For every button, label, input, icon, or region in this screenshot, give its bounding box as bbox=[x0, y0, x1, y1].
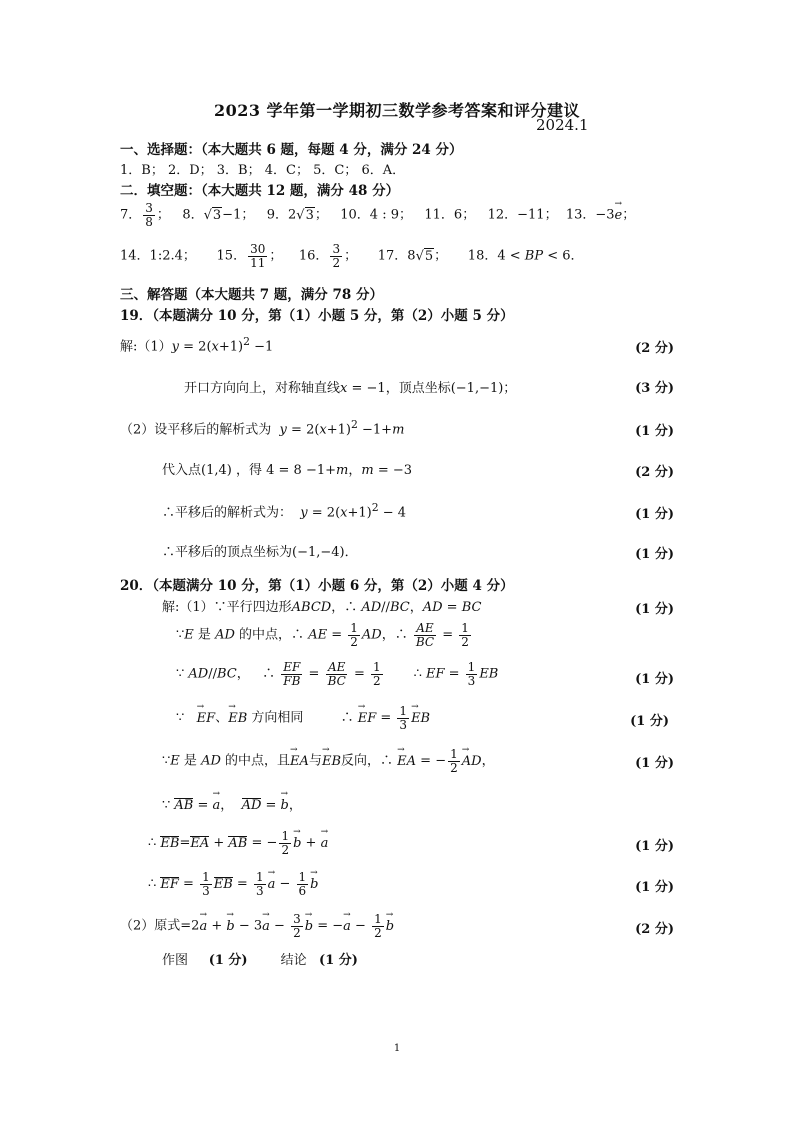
q20-line-9: （2）原式=2→ a + → b − 3→ a − $\frac{3}{2}$ → b = −→ a − $\frac{1}{2}$ → b bbox=[120, 913, 394, 939]
q19-line-4: 代入点(1,4) ，得 4 = 8 −1+m，m = −3 bbox=[162, 463, 413, 478]
section-1-heading: 一、选择题：（本大题共 6 题，每题 4 分，满分 24 分） bbox=[120, 142, 463, 158]
q20-line-5: ∵E 是 AD 的中点，且→ EA与→ EB反向，∴ → EA = − $\frac{1}{2}$ → AD， bbox=[162, 748, 495, 774]
q19-line-5: ∴平移后的解析式为： $y = 2(x+1)^2 - 4$ bbox=[162, 501, 407, 521]
q20-score-4: (1 分) bbox=[630, 714, 669, 729]
q19-score-1: (2 分) bbox=[635, 341, 674, 356]
q19-score-4: (2 分) bbox=[635, 465, 674, 480]
date-label: 2024.1 bbox=[536, 116, 589, 134]
q19-score-3: (1 分) bbox=[635, 424, 674, 439]
q19-score-2: (3 分) bbox=[635, 381, 674, 396]
q20-line-2: ∵E 是 AD 的中点，∴ AE = $\frac{1}{2}$ AD，∴ $\frac{AE}{BC}$ = $\frac{1}{2}$ bbox=[176, 621, 469, 649]
q20-score-5: (1 分) bbox=[635, 756, 674, 771]
q20-line-1: 解:（1）∵平行四边形ABCD，∴ AD//BC，AD = BC bbox=[162, 600, 482, 615]
q20-line-10 bbox=[162, 949, 358, 968]
q20-line-6: ∵ AB = → a， AD = → b， bbox=[162, 794, 302, 813]
conclusion-label: 结论 bbox=[280, 953, 307, 968]
page-number: 1 bbox=[393, 1043, 401, 1054]
q20-score-8: (1 分) bbox=[635, 880, 674, 895]
q19-line-2: 开口方向向上，对称轴直线x = −1，顶点坐标(−1,−1)； bbox=[184, 381, 517, 396]
q20-score-9: (2 分) bbox=[635, 922, 674, 937]
q20-score-1: (1 分) bbox=[635, 602, 674, 617]
q19-line-3: （2）设平移后的解析式为 $y = 2(x+1)^2 -1+m$ bbox=[120, 418, 405, 438]
q20-heading: 20．（本题满分 10 分，第（1）小题 6 分，第（2）小题 4 分） bbox=[120, 578, 514, 594]
drawing-label: 作图 bbox=[162, 953, 189, 968]
section-3-heading: 三、解答题（本大题共 7 题，满分 78 分） bbox=[120, 287, 383, 303]
conclusion-score: (1 分) bbox=[319, 953, 358, 968]
q19-line-1: 解:（1）y = $2(x+1)^2 -1$ bbox=[120, 335, 274, 355]
drawing-score: (1 分) bbox=[208, 953, 248, 968]
page-title: 2023 学年第一学期初三数学参考答案和评分建议 bbox=[213, 101, 581, 120]
q19-score-6: (1 分) bbox=[635, 547, 674, 562]
q20-line-4: ∵ → EF、→ EB 方向相同 ∴ → EF = $\frac{1}{3}$ → EB bbox=[176, 705, 430, 731]
fill-answers-row-2: 14．1:2.4； 15． $\frac{30}{11}$ ； 16． $\frac{3}{2}$ ； 17．8√5； 18．4 < BP < 6． bbox=[120, 242, 584, 270]
q19-line-6: ∴平移后的顶点坐标为(−1,−4)． bbox=[162, 545, 358, 560]
q19-heading: 19．（本题满分 10 分，第（1）小题 5 分，第（2）小题 5 分） bbox=[120, 308, 514, 324]
q20-score-7: (1 分) bbox=[635, 839, 674, 854]
section-2-heading: 二．填空题：（本大题共 12 题，满分 48 分） bbox=[120, 183, 400, 199]
q20-line-3: ∵ AD//BC， ∴ $\frac{EF}{FB}$ = $\frac{AE}{BC}$ = $\frac{1}{2}$ ∴ EF = $\frac{1}{3}$ EB bbox=[176, 660, 499, 688]
q20-line-7: ∴ EB=EA + AB = − $\frac{1}{2}$ → b + → a bbox=[148, 830, 328, 856]
section-1-answers: 1．B； 2．D； 3．B； 4．C； 5．C； 6．A． bbox=[120, 163, 406, 178]
q20-score-3: (1 分) bbox=[635, 672, 674, 687]
q20-line-8: ∴ EF = $\frac{1}{3}$ EB = $\frac{1}{3}$ → a − $\frac{1}{6}$ → b bbox=[148, 871, 319, 897]
fill-answers-row-1: 7． $\frac{3}{8}$ ； 8．√3−1； 9．2√3； 10．4 : 9； 11．6； 12．−11； 13．−3→ e； bbox=[120, 202, 635, 228]
q19-score-5: (1 分) bbox=[635, 507, 674, 522]
